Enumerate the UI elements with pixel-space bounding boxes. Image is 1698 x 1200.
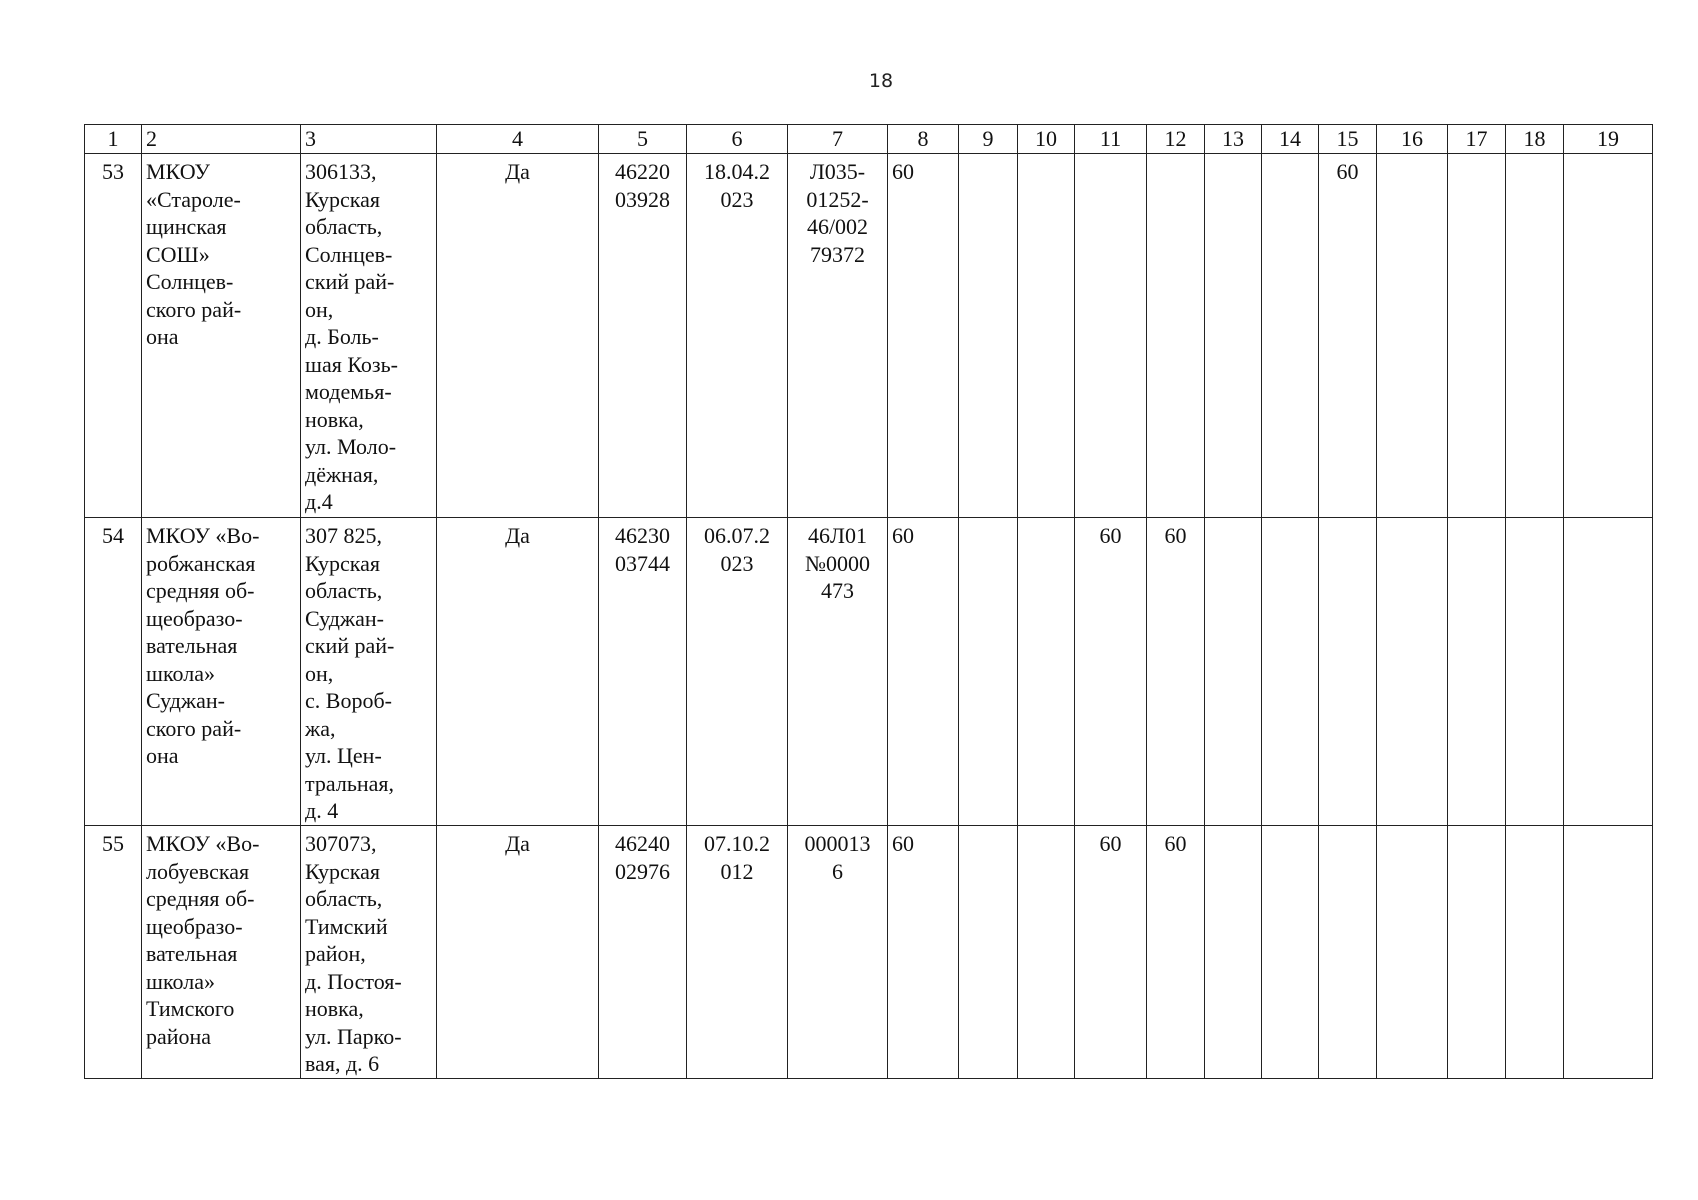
cell-col4: Да	[437, 154, 599, 518]
cell-col18	[1506, 518, 1564, 826]
column-header: 2	[142, 125, 301, 154]
cell-col14	[1262, 826, 1319, 1079]
cell-col12: 60	[1147, 518, 1205, 826]
cell-col10	[1018, 518, 1075, 826]
school-name: МКОУ «Во- лобуевская средняя об- щеобразо- вательная школа» Тимского района	[142, 826, 301, 1079]
column-header: 6	[687, 125, 788, 154]
column-header: 19	[1564, 125, 1653, 154]
column-header: 4	[437, 125, 599, 154]
cell-col19	[1564, 154, 1653, 518]
column-header: 16	[1377, 125, 1448, 154]
column-header: 7	[788, 125, 888, 154]
cell-col13	[1205, 518, 1262, 826]
school-name: МКОУ «Староле- щинская СОШ» Солнцев- ского рай- она	[142, 154, 301, 518]
cell-col5: 46230 03744	[599, 518, 687, 826]
cell-col18	[1506, 154, 1564, 518]
column-number-row	[85, 125, 1653, 154]
cell-col4: Да	[437, 826, 599, 1079]
cell-col7: Л035- 01252- 46/002 79372	[788, 154, 888, 518]
cell-col10	[1018, 154, 1075, 518]
cell-col9	[959, 518, 1018, 826]
row-number: 54	[85, 518, 142, 826]
cell-col11	[1075, 154, 1147, 518]
cell-col17	[1448, 154, 1506, 518]
cell-col16	[1377, 826, 1448, 1079]
registry-table	[84, 124, 1653, 1079]
table-row	[85, 518, 1653, 826]
column-header: 5	[599, 125, 687, 154]
cell-col13	[1205, 826, 1262, 1079]
cell-col19	[1564, 826, 1653, 1079]
column-header: 13	[1205, 125, 1262, 154]
table-row	[85, 826, 1653, 1079]
cell-col14	[1262, 518, 1319, 826]
cell-col8: 60	[888, 826, 959, 1079]
page-number: 18	[868, 70, 894, 92]
cell-col4: Да	[437, 518, 599, 826]
school-address: 307 825, Курская область, Суджан- ский рай- он, с. Вороб- жа, ул. Цен- тральная, д. 4	[301, 518, 437, 826]
cell-col7: 46Л01 №0000 473	[788, 518, 888, 826]
table-row	[85, 154, 1653, 518]
cell-col15: 60	[1319, 154, 1377, 518]
cell-col6: 06.07.2 023	[687, 518, 788, 826]
school-address: 306133, Курская область, Солнцев- ский рай- он, д. Боль- шая Козь- модемья- новка, ул. Моло- дёжная, д.4	[301, 154, 437, 518]
school-name: МКОУ «Во- робжанская средняя об- щеобразо- вательная школа» Суджан- ского рай- она	[142, 518, 301, 826]
cell-col17	[1448, 826, 1506, 1079]
cell-col16	[1377, 518, 1448, 826]
column-header: 10	[1018, 125, 1075, 154]
cell-col18	[1506, 826, 1564, 1079]
cell-col12: 60	[1147, 826, 1205, 1079]
row-number: 53	[85, 154, 142, 518]
cell-col19	[1564, 518, 1653, 826]
cell-col12	[1147, 154, 1205, 518]
column-header: 17	[1448, 125, 1506, 154]
column-header: 14	[1262, 125, 1319, 154]
cell-col11: 60	[1075, 826, 1147, 1079]
cell-col10	[1018, 826, 1075, 1079]
cell-col9	[959, 826, 1018, 1079]
column-header: 1	[85, 125, 142, 154]
column-header: 8	[888, 125, 959, 154]
cell-col6: 07.10.2 012	[687, 826, 788, 1079]
cell-col6: 18.04.2 023	[687, 154, 788, 518]
column-header: 3	[301, 125, 437, 154]
cell-col17	[1448, 518, 1506, 826]
cell-col5: 46220 03928	[599, 154, 687, 518]
column-header: 11	[1075, 125, 1147, 154]
cell-col8: 60	[888, 518, 959, 826]
row-number: 55	[85, 826, 142, 1079]
cell-col14	[1262, 154, 1319, 518]
cell-col11: 60	[1075, 518, 1147, 826]
column-header: 9	[959, 125, 1018, 154]
school-address: 307073, Курская область, Тимский район, д. Постоя- новка, ул. Парко- вая, д. 6	[301, 826, 437, 1079]
cell-col15	[1319, 826, 1377, 1079]
cell-col13	[1205, 154, 1262, 518]
column-header: 15	[1319, 125, 1377, 154]
cell-col16	[1377, 154, 1448, 518]
cell-col5: 46240 02976	[599, 826, 687, 1079]
cell-col8: 60	[888, 154, 959, 518]
column-header: 12	[1147, 125, 1205, 154]
cell-col7: 000013 6	[788, 826, 888, 1079]
cell-col15	[1319, 518, 1377, 826]
cell-col9	[959, 154, 1018, 518]
column-header: 18	[1506, 125, 1564, 154]
